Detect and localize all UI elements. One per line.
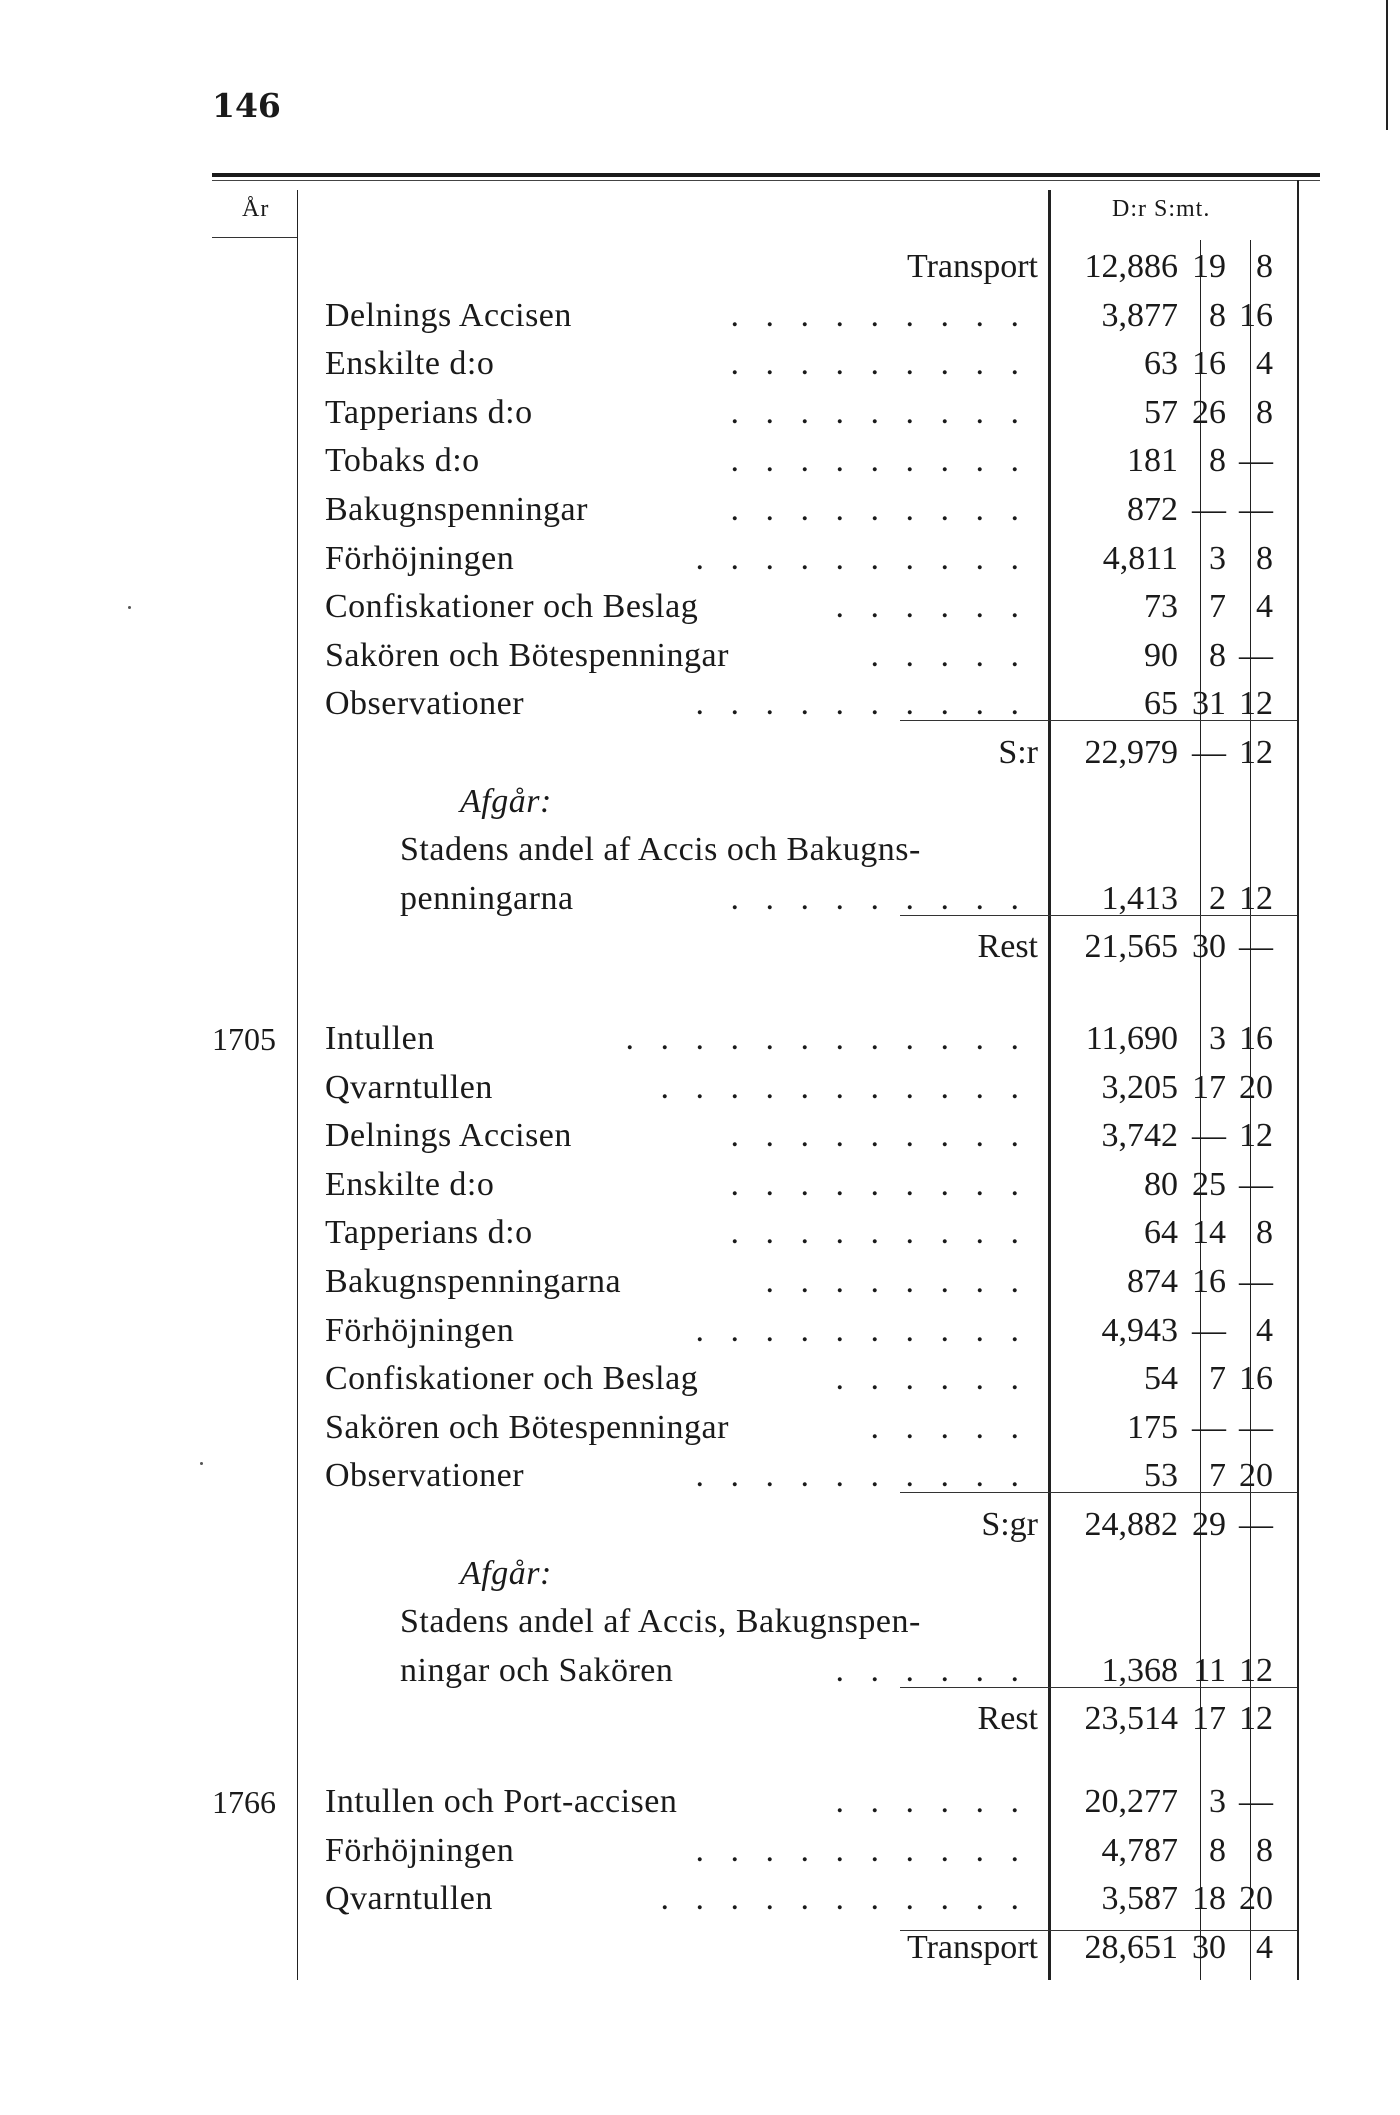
ledger-row bbox=[0, 875, 1400, 923]
leader-dots: . . . . . . . . . bbox=[730, 393, 1028, 431]
row-label: Enskilte d:o bbox=[325, 1165, 495, 1203]
amount-skilling: 7 bbox=[1209, 1457, 1226, 1495]
amount-mark: 4 bbox=[1256, 588, 1273, 626]
amount-mark: 16 bbox=[1239, 1360, 1273, 1398]
row-total-label: Rest bbox=[977, 928, 1038, 966]
amount-mark: 16 bbox=[1239, 1020, 1273, 1057]
leader-dots: . . . . . . . . . . . bbox=[660, 1880, 1028, 1918]
amount-skilling: 3 bbox=[1209, 1020, 1226, 1057]
ledger-row bbox=[0, 1452, 1400, 1500]
row-total-label: Rest bbox=[977, 1700, 1038, 1738]
amount-daler: 54 bbox=[1144, 1360, 1178, 1398]
leader-dots: . . . . . . . . . . . . bbox=[625, 1020, 1028, 1057]
amount-daler: 53 bbox=[1144, 1457, 1178, 1495]
amount-daler: 57 bbox=[1144, 393, 1178, 431]
amount-skilling: 29 bbox=[1192, 1506, 1226, 1543]
amount-mark: 12 bbox=[1239, 685, 1273, 723]
amount-daler: 73 bbox=[1144, 588, 1178, 626]
amount-daler: 11,690 bbox=[1085, 1020, 1178, 1057]
amount-daler: 3,205 bbox=[1101, 1068, 1178, 1106]
leader-dots: . . . . . bbox=[870, 636, 1028, 674]
ledger-row bbox=[0, 1161, 1400, 1209]
amount-daler: 1,368 bbox=[1101, 1651, 1178, 1689]
amount-daler: 28,651 bbox=[1084, 1928, 1178, 1966]
amount-mark: 8 bbox=[1256, 393, 1273, 431]
amount-daler: 64 bbox=[1144, 1214, 1178, 1252]
row-label: Stadens andel af Accis, Bakugnspen- bbox=[400, 1603, 921, 1641]
amount-mark: — bbox=[1239, 442, 1273, 480]
amount-skilling: 30 bbox=[1192, 928, 1226, 966]
year-column-header: År bbox=[242, 196, 270, 222]
row-total-label: Transport bbox=[907, 1928, 1038, 1966]
leader-dots: . . . . . . . . . bbox=[730, 345, 1028, 383]
amount-mark: 8 bbox=[1256, 1214, 1273, 1252]
leader-dots: . . . . . . . . bbox=[765, 1263, 1028, 1300]
ledger-row bbox=[0, 1404, 1400, 1452]
ledger-row bbox=[0, 389, 1400, 437]
row-label: ningar och Sakören bbox=[400, 1651, 674, 1689]
leader-dots: . . . . . . bbox=[835, 1783, 1028, 1820]
row-label: Förhöjningen bbox=[325, 1831, 515, 1869]
amount-mark: 16 bbox=[1239, 296, 1273, 334]
ledger-row bbox=[0, 1924, 1400, 1972]
leader-dots: . . . . . . . . . bbox=[730, 491, 1028, 528]
row-label: Enskilte d:o bbox=[325, 345, 495, 383]
ledger-row bbox=[0, 1307, 1400, 1355]
row-label: Observationer bbox=[325, 1457, 525, 1495]
currency-column-header: D:r S:mt. bbox=[1112, 196, 1211, 222]
amount-daler: 1,413 bbox=[1101, 879, 1178, 917]
amount-mark: 12 bbox=[1239, 879, 1273, 917]
amount-skilling: 7 bbox=[1209, 588, 1226, 626]
leader-dots: . . . . . . bbox=[835, 1360, 1028, 1398]
ledger-row bbox=[0, 486, 1400, 534]
amount-skilling: — bbox=[1192, 491, 1226, 528]
amount-mark: 4 bbox=[1256, 345, 1273, 383]
amount-mark: 4 bbox=[1256, 1928, 1273, 1966]
amount-mark: 20 bbox=[1239, 1880, 1273, 1918]
amount-mark: — bbox=[1239, 1263, 1273, 1300]
amount-mark: 12 bbox=[1239, 734, 1273, 771]
amount-skilling: 16 bbox=[1192, 1263, 1226, 1300]
deduction-heading: Afgår: bbox=[460, 782, 552, 820]
amount-skilling: 7 bbox=[1209, 1360, 1226, 1398]
row-total-label: Transport bbox=[907, 248, 1038, 285]
ledger-row bbox=[0, 340, 1400, 388]
ledger-row bbox=[0, 1355, 1400, 1403]
ledger-row bbox=[0, 292, 1400, 340]
ledger-row bbox=[0, 826, 1400, 874]
amount-skilling: 18 bbox=[1192, 1880, 1226, 1918]
amount-daler: 3,877 bbox=[1101, 296, 1178, 334]
amount-mark: — bbox=[1239, 928, 1273, 966]
leader-dots: . . . . . . . . . bbox=[730, 1165, 1028, 1203]
amount-skilling: — bbox=[1192, 734, 1226, 771]
amount-daler: 4,787 bbox=[1101, 1831, 1178, 1869]
ledger-row bbox=[0, 1598, 1400, 1646]
amount-daler: 4,811 bbox=[1102, 539, 1178, 577]
amount-mark: 8 bbox=[1256, 248, 1273, 285]
amount-skilling: 8 bbox=[1209, 296, 1226, 334]
amount-daler: 181 bbox=[1127, 442, 1178, 480]
leader-dots: . . . . . . . . . bbox=[730, 296, 1028, 334]
leader-dots: . . . . . . . . . . bbox=[695, 1311, 1028, 1349]
amount-skilling: — bbox=[1192, 1311, 1226, 1349]
amount-daler: 4,943 bbox=[1101, 1311, 1178, 1349]
leader-dots: . . . . . . . . . bbox=[730, 1214, 1028, 1252]
amount-daler: 3,587 bbox=[1101, 1880, 1178, 1918]
ledger-row bbox=[0, 1015, 1400, 1063]
row-label: Stadens andel af Accis och Bakugns- bbox=[400, 831, 921, 869]
leader-dots: . . . . . . . . . . bbox=[695, 1831, 1028, 1869]
row-total-label: S:gr bbox=[981, 1506, 1038, 1543]
row-label: Confiskationer och Beslag bbox=[325, 588, 699, 626]
amount-daler: 20,277 bbox=[1084, 1783, 1178, 1820]
ledger-row bbox=[0, 632, 1400, 680]
ledger-row bbox=[0, 923, 1400, 971]
ledger-row bbox=[0, 1827, 1400, 1875]
row-label: Qvarntullen bbox=[325, 1068, 493, 1106]
amount-mark: — bbox=[1239, 1165, 1273, 1203]
amount-skilling: 26 bbox=[1192, 393, 1226, 431]
amount-skilling: — bbox=[1192, 1117, 1226, 1155]
row-label: Delnings Accisen bbox=[325, 1117, 572, 1155]
row-label: Observationer bbox=[325, 685, 525, 723]
amount-daler: 63 bbox=[1144, 345, 1178, 383]
amount-daler: 175 bbox=[1127, 1408, 1178, 1446]
amount-daler: 872 bbox=[1127, 491, 1178, 528]
amount-skilling: 2 bbox=[1209, 879, 1226, 917]
leader-dots: . . . . . . . . . bbox=[730, 1117, 1028, 1155]
ledger-row bbox=[0, 437, 1400, 485]
amount-daler: 22,979 bbox=[1084, 734, 1178, 771]
amount-skilling: 8 bbox=[1209, 442, 1226, 480]
ledger-row bbox=[0, 1501, 1400, 1549]
amount-daler: 23,514 bbox=[1084, 1700, 1178, 1738]
row-label: penningarna bbox=[400, 879, 574, 917]
ledger-row bbox=[0, 243, 1400, 291]
amount-skilling: 16 bbox=[1192, 345, 1226, 383]
ledger-row bbox=[0, 1112, 1400, 1160]
row-total-label: S:r bbox=[998, 734, 1038, 771]
ledger-row bbox=[0, 778, 1400, 826]
row-label: Bakugnspenningarna bbox=[325, 1263, 622, 1300]
amount-daler: 90 bbox=[1144, 636, 1178, 674]
ledger-row bbox=[0, 1875, 1400, 1923]
amount-mark: 12 bbox=[1239, 1700, 1273, 1738]
amount-mark: 12 bbox=[1239, 1117, 1273, 1155]
ledger-row bbox=[0, 1647, 1400, 1695]
amount-mark: 12 bbox=[1239, 1651, 1273, 1689]
amount-daler: 21,565 bbox=[1084, 928, 1178, 966]
amount-skilling: — bbox=[1192, 1408, 1226, 1446]
leader-dots: . . . . . . . . . . bbox=[695, 1457, 1028, 1495]
amount-daler: 3,742 bbox=[1101, 1117, 1178, 1155]
amount-skilling: 3 bbox=[1209, 539, 1226, 577]
page-number: 146 bbox=[212, 86, 281, 125]
amount-daler: 874 bbox=[1127, 1263, 1178, 1300]
ledger-row bbox=[0, 583, 1400, 631]
ledger-row bbox=[0, 1209, 1400, 1257]
amount-skilling: 17 bbox=[1192, 1068, 1226, 1106]
ledger-row bbox=[0, 1064, 1400, 1112]
year-header-underline bbox=[212, 237, 297, 238]
leader-dots: . . . . . . bbox=[835, 588, 1028, 626]
row-label: Sakören och Bötespenningar bbox=[325, 636, 729, 674]
amount-skilling: 3 bbox=[1209, 1783, 1226, 1820]
row-label: Sakören och Bötespenningar bbox=[325, 1408, 729, 1446]
row-label: Delnings Accisen bbox=[325, 296, 572, 334]
leader-dots: . . . . . . . . . . bbox=[695, 685, 1028, 723]
year-label: 1705 bbox=[212, 1021, 276, 1057]
row-label: Intullen och Port-accisen bbox=[325, 1783, 678, 1820]
amount-mark: — bbox=[1239, 1408, 1273, 1446]
edge-rule bbox=[1386, 0, 1388, 130]
row-label: Bakugnspenningar bbox=[325, 491, 588, 528]
amount-skilling: 31 bbox=[1192, 685, 1226, 723]
amount-skilling: 8 bbox=[1209, 1831, 1226, 1869]
amount-daler: 65 bbox=[1144, 685, 1178, 723]
leader-dots: . . . . . . . . . . bbox=[695, 539, 1028, 577]
amount-mark: 8 bbox=[1256, 1831, 1273, 1869]
amount-skilling: 25 bbox=[1192, 1165, 1226, 1203]
amount-daler: 24,882 bbox=[1084, 1506, 1178, 1543]
amount-skilling: 14 bbox=[1192, 1214, 1226, 1252]
amount-mark: — bbox=[1239, 636, 1273, 674]
ledger-row bbox=[0, 729, 1400, 777]
amount-mark: 8 bbox=[1256, 539, 1273, 577]
row-label: Förhöjningen bbox=[325, 1311, 515, 1349]
amount-mark: 20 bbox=[1239, 1068, 1273, 1106]
row-label: Förhöjningen bbox=[325, 539, 515, 577]
header-rule-thin bbox=[212, 180, 1320, 181]
ledger-row bbox=[0, 1778, 1400, 1826]
amount-daler: 80 bbox=[1144, 1165, 1178, 1203]
amount-skilling: 30 bbox=[1192, 1928, 1226, 1966]
amount-skilling: 19 bbox=[1192, 248, 1226, 285]
leader-dots: . . . . . . . . . bbox=[730, 442, 1028, 480]
amount-mark: — bbox=[1239, 1783, 1273, 1820]
row-label: Tobaks d:o bbox=[325, 442, 480, 480]
leader-dots: . . . . . bbox=[870, 1408, 1028, 1446]
ledger-row bbox=[0, 1695, 1400, 1743]
amount-daler: 12,886 bbox=[1084, 248, 1178, 285]
ledger-row bbox=[0, 1258, 1400, 1306]
ledger-row bbox=[0, 535, 1400, 583]
row-label: Confiskationer och Beslag bbox=[325, 1360, 699, 1398]
amount-mark: 20 bbox=[1239, 1457, 1273, 1495]
amount-skilling: 8 bbox=[1209, 636, 1226, 674]
year-label: 1766 bbox=[212, 1784, 276, 1820]
deduction-heading: Afgår: bbox=[460, 1554, 552, 1592]
row-label: Intullen bbox=[325, 1020, 435, 1057]
row-label: Tapperians d:o bbox=[325, 1214, 533, 1252]
amount-mark: 4 bbox=[1256, 1311, 1273, 1349]
leader-dots: . . . . . . . . . bbox=[730, 879, 1028, 917]
amount-mark: — bbox=[1239, 1506, 1273, 1543]
leader-dots: . . . . . . bbox=[835, 1651, 1028, 1689]
amount-mark: — bbox=[1239, 491, 1273, 528]
leader-dots: . . . . . . . . . . . bbox=[660, 1068, 1028, 1106]
ledger-row bbox=[0, 1550, 1400, 1598]
amount-skilling: 11 bbox=[1193, 1651, 1226, 1689]
row-label: Qvarntullen bbox=[325, 1880, 493, 1918]
amount-skilling: 17 bbox=[1192, 1700, 1226, 1738]
row-label: Tapperians d:o bbox=[325, 393, 533, 431]
header-rule bbox=[212, 173, 1320, 177]
ledger-row bbox=[0, 680, 1400, 728]
